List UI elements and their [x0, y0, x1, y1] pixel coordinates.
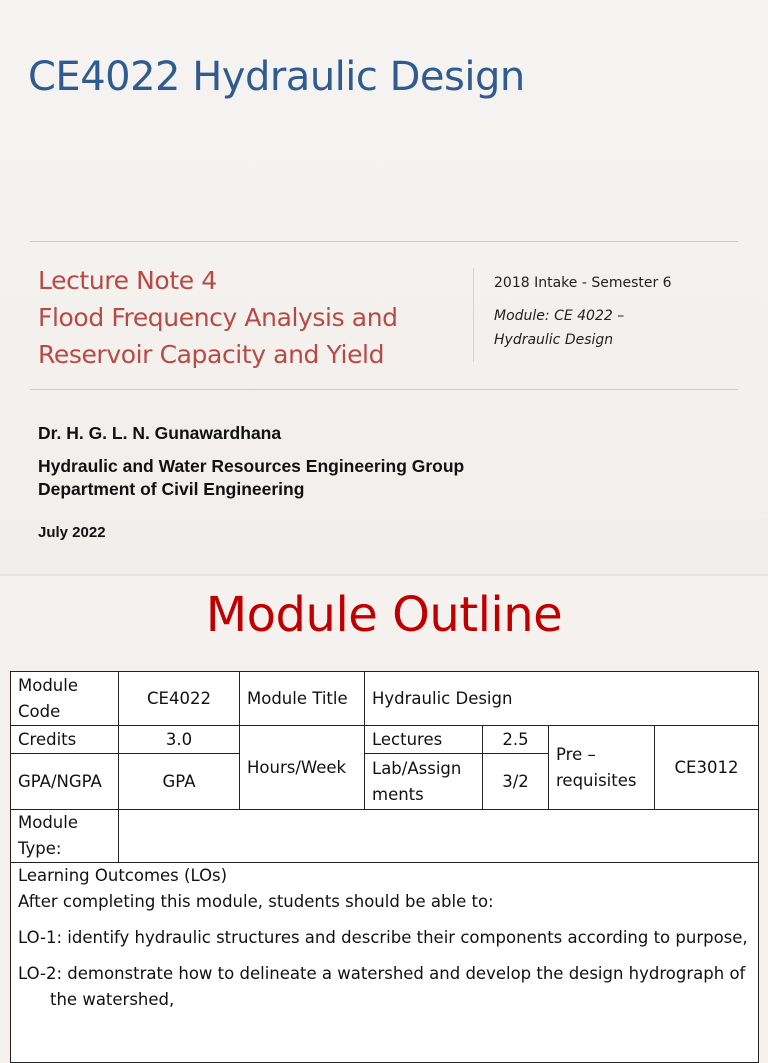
bottom-divider	[30, 389, 738, 390]
hours-week-label: Hours/Week	[240, 726, 365, 810]
learning-outcomes-heading: Learning Outcomes (LOs)	[18, 866, 228, 885]
table-row	[11, 863, 759, 1063]
table-row	[11, 810, 759, 863]
lecture-topic-line-1: Flood Frequency Analysis and	[38, 303, 398, 332]
module-code-label: Module Code	[11, 672, 119, 726]
module-type-label: Module Type:	[11, 810, 119, 863]
credits-label: Credits	[11, 726, 119, 754]
credits-value: 3.0	[119, 726, 240, 754]
slide-separator	[0, 574, 768, 576]
table-row	[11, 726, 759, 754]
department: Department of Civil Engineering	[38, 479, 305, 499]
author-name: Dr. H. G. L. N. Gunawardhana	[38, 423, 282, 443]
learning-outcome-1: LO-1: identify hydraulic structures and describe their components according to purpose,	[18, 928, 748, 947]
gpa-value: GPA	[119, 754, 240, 810]
lecture-number: Lecture Note 4	[38, 266, 217, 295]
learning-outcome-2: LO-2: demonstrate how to delineate a watershed and develop the design hydrograph of the watershed,	[18, 964, 746, 1009]
module-title-label: Module Title	[240, 672, 365, 726]
lectures-label: Lectures	[365, 726, 483, 754]
prerequisites-value: CE3012	[655, 726, 759, 810]
module-outline-title: Module Outline	[205, 587, 563, 643]
prerequisites-label: Pre – requisites	[549, 726, 655, 810]
gpa-label: GPA/NGPA	[11, 754, 119, 810]
intake-semester: 2018 Intake - Semester 6	[494, 275, 672, 291]
lecture-topic-line-2: Reservoir Capacity and Yield	[38, 340, 385, 369]
top-divider	[30, 241, 738, 242]
research-group: Hydraulic and Water Resources Engineering Group	[38, 456, 465, 476]
learning-outcomes-cell	[11, 863, 759, 1063]
module-type-value	[119, 810, 759, 863]
module-outline-table	[10, 671, 759, 1063]
module-info	[494, 304, 624, 352]
module-title-value: Hydraulic Design	[365, 672, 759, 726]
module-info-line-1: Module: CE 4022 –	[494, 308, 625, 324]
learning-outcomes-intro: After completing this module, students should be able to:	[18, 892, 494, 911]
lecture-title	[38, 262, 398, 373]
lectures-value: 2.5	[483, 726, 549, 754]
module-info-line-2: Hydraulic Design	[494, 332, 614, 348]
table-row	[11, 672, 759, 726]
module-code-value: CE4022	[119, 672, 240, 726]
lecture-date: July 2022	[38, 524, 106, 541]
lab-assignments-value: 3/2	[483, 754, 549, 810]
affiliation	[38, 455, 464, 501]
vertical-divider	[473, 268, 474, 362]
course-title: CE4022 Hydraulic Design	[28, 54, 525, 100]
lab-assignments-label: Lab/Assign ments	[365, 754, 483, 810]
